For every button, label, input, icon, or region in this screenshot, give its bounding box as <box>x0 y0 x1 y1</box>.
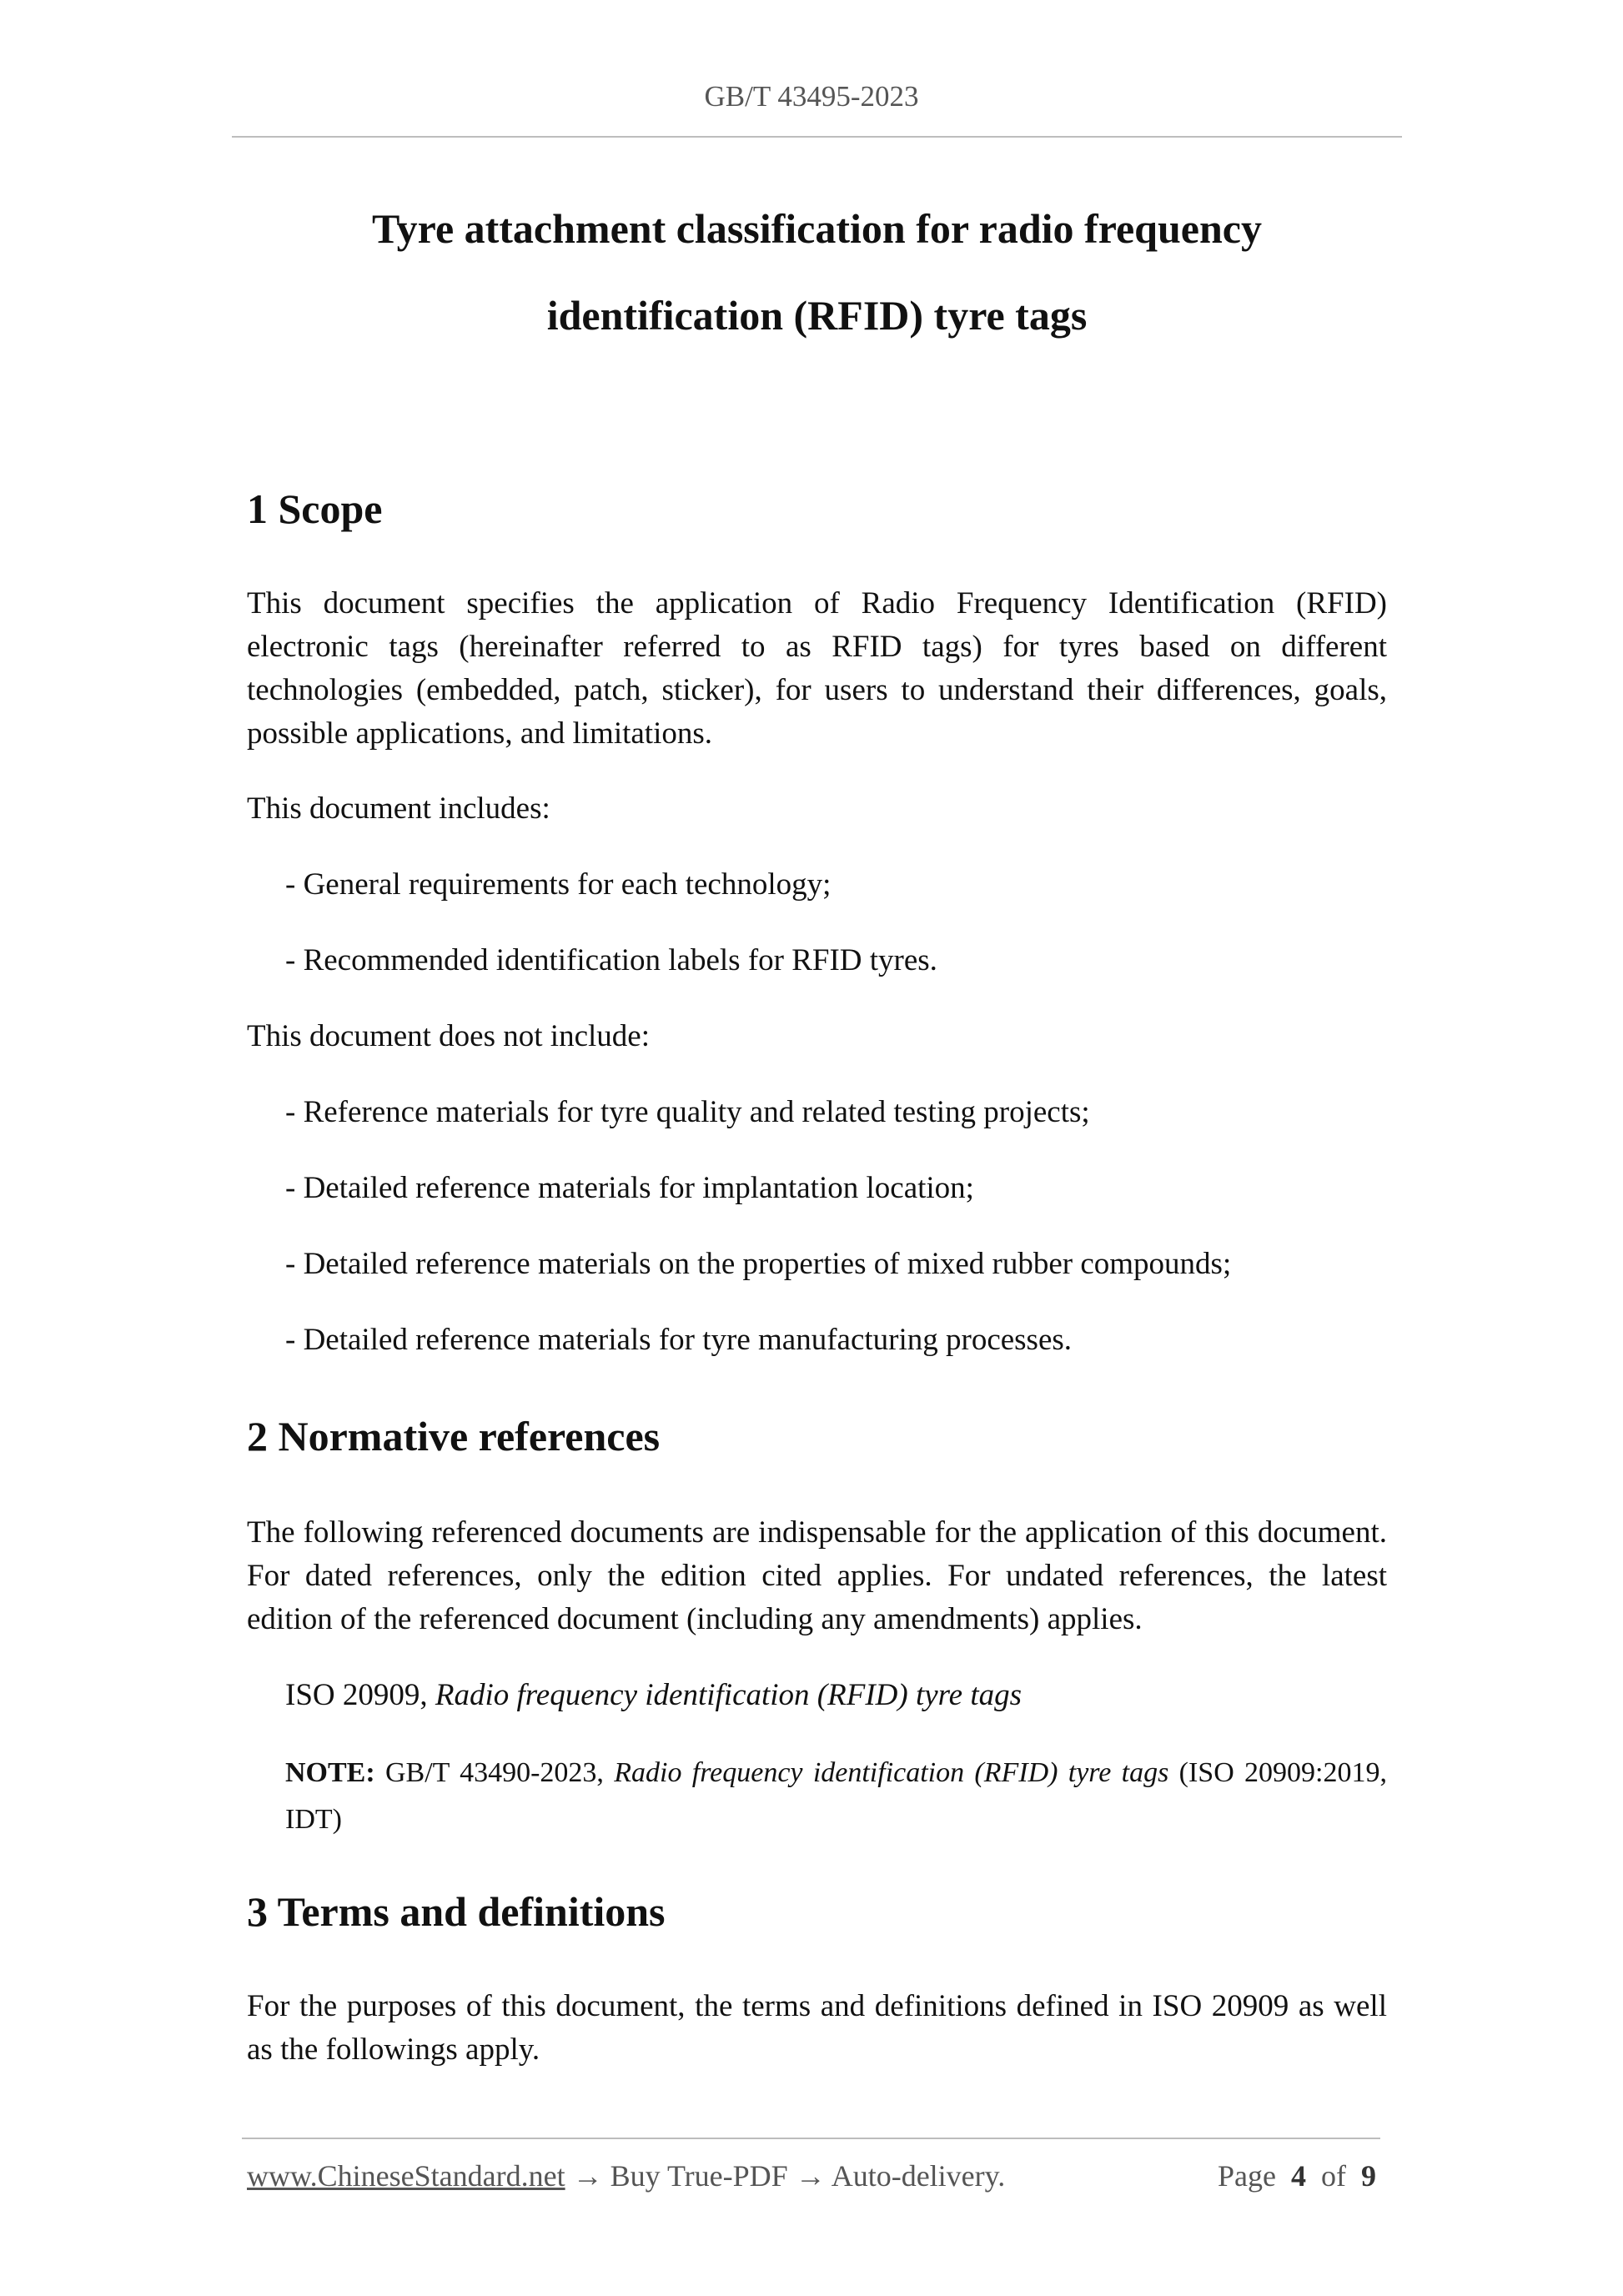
page-of: of <box>1321 2159 1346 2193</box>
section-1-heading: 1 Scope <box>247 485 383 532</box>
note-code: GB/T 43490-2023, <box>384 1757 604 1788</box>
excludes-item-2: - Detailed reference materials for implantation location; <box>285 1171 974 1205</box>
footer-promo <box>247 2158 1005 2193</box>
excludes-item-1: - Reference materials for tyre quality and related testing projects; <box>285 1095 1090 1129</box>
page-label: Page <box>1218 2159 1276 2193</box>
page-indicator <box>1218 2158 1376 2193</box>
includes-item-2: - Recommended identification labels for RFID tyres. <box>285 943 937 977</box>
terms-paragraph: For the purposes of this document, the terms and definitions defined in ISO 20909 as well as the followings apply. <box>247 1989 1387 2067</box>
footer-delivery-text: Auto-delivery. <box>831 2159 1006 2193</box>
header-divider <box>232 136 1402 138</box>
footer-buy-text: Buy True-PDF <box>610 2159 788 2193</box>
includes-item-1: - General requirements for each technology; <box>285 867 832 902</box>
excludes-item-4: - Detailed reference materials for tyre manufacturing processes. <box>285 1323 1073 1357</box>
title-line-1: Tyre attachment classification for radio frequency <box>372 205 1262 252</box>
note-tail: (ISO 20909:2019, IDT) <box>285 1757 1387 1835</box>
scope-paragraph: This document specifies the application of Radio Frequency Identification (RFID) electronic tags (hereinafter referred to as RFID tags) for tyres based on different technologies (embedded, patch, sticker), for users to understand their differences, goals, possible applications, and limitations. <box>247 586 1387 751</box>
page-current: 4 <box>1291 2159 1306 2193</box>
reference-title: Radio frequency identification (RFID) tyre tags <box>435 1678 1023 1712</box>
includes-label: This document includes: <box>247 791 550 826</box>
section-2-heading: 2 Normative references <box>247 1413 661 1459</box>
title-line-2: identification (RFID) tyre tags <box>546 292 1088 339</box>
normative-references-paragraph: The following referenced documents are indispensable for the application of this document. For dated references, only the edition cited applies. For undated references, the latest edition of the referenced document (including any amendments) applies. <box>247 1515 1387 1636</box>
footer-divider <box>242 2138 1380 2139</box>
normative-reference-item <box>285 1674 1387 1717</box>
reference-note <box>285 1750 1387 1843</box>
document-title <box>232 185 1402 359</box>
section-3-heading: 3 Terms and definitions <box>247 1888 666 1935</box>
reference-code: ISO 20909, <box>285 1678 428 1712</box>
arrow-right-icon: → <box>795 2159 826 2193</box>
footer-site-link[interactable]: www.ChineseStandard.net <box>247 2159 565 2193</box>
page-total: 9 <box>1361 2159 1376 2193</box>
note-title: Radio frequency identification (RFID) tyre tags <box>614 1757 1169 1788</box>
excludes-label: This document does not include: <box>247 1019 650 1053</box>
header-standard-code: GB/T 43495-2023 <box>704 80 919 113</box>
note-label: NOTE: <box>285 1757 375 1788</box>
excludes-item-3: - Detailed reference materials on the properties of mixed rubber compounds; <box>285 1247 1232 1281</box>
arrow-right-icon: → <box>572 2159 603 2193</box>
